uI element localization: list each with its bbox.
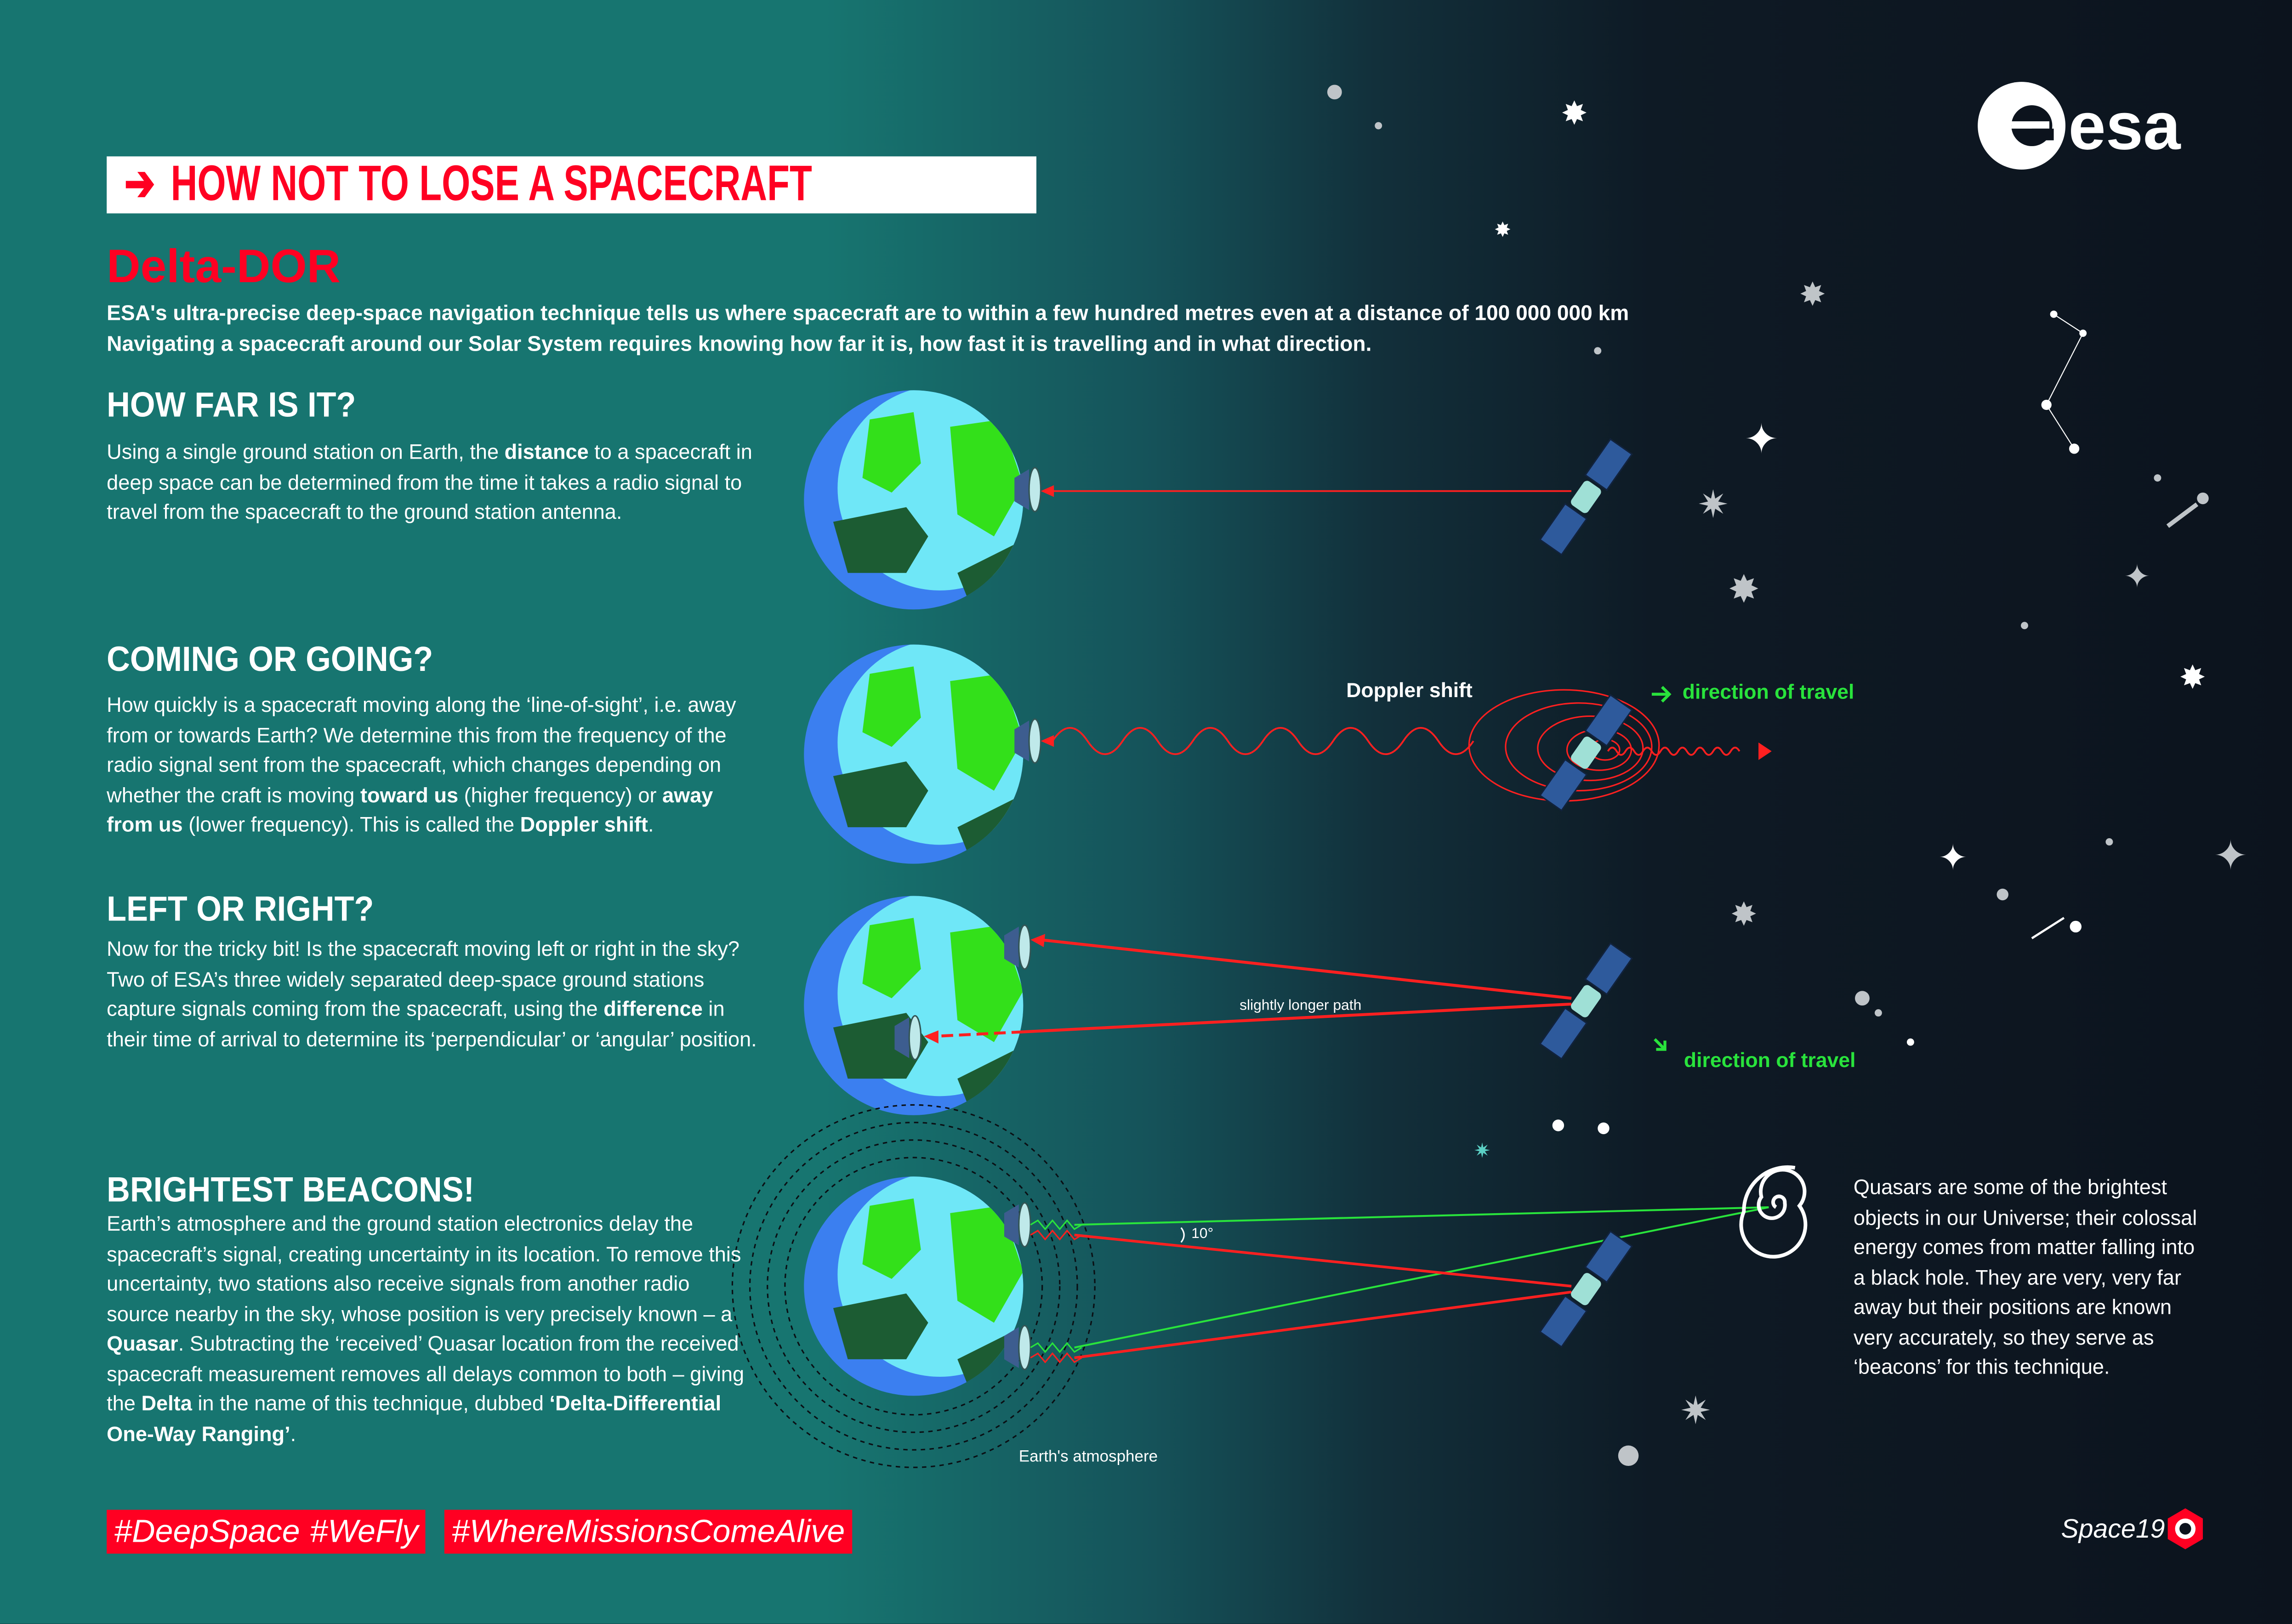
longer-path-label: slightly longer path (1240, 998, 1362, 1015)
hashtag[interactable]: #DeepSpace (107, 1510, 307, 1553)
section-heading: COMING OR GOING? (107, 640, 433, 680)
intro (107, 300, 1629, 361)
section-heading: LEFT OR RIGHT? (107, 890, 374, 930)
page-title: ➔ HOW NOT TO LOSE A SPACECRAFT (107, 156, 1036, 213)
emphasis: toward us (360, 784, 459, 808)
direction-label: direction of travel (1683, 1048, 1856, 1072)
section-body: Earth’s atmosphere and the ground station electronics delay the spacecraft’s signal, creating uncertainty in its location. To remove this uncertainty, two stations also receive signals from another radio source nearby in the sky, whose position is very precisely known – a Quasar. Subtracting the ‘received’ Quasar location from the received spacecraft measurement removes all delays common to both – giving the Delta in the name of this technique, dubbed ‘Delta-Differential One-Way Ranging’. (107, 1213, 745, 1447)
svg-text:✦: ✦ (1938, 838, 1968, 878)
emphasis: difference (603, 998, 703, 1022)
svg-text:esa: esa (2068, 89, 2181, 164)
emphasis: Doppler shift (520, 814, 648, 838)
section-body: Now for the tricky bit! Is the spacecraft moving left or right in the sky? Two of ESA’s three widely separated deep-space ground stations capture signals coming from the spacecraft, using the difference in their time of arrival to determine its ‘perpendicular’ or ‘angular’ position. (107, 938, 757, 1052)
arrow-right-icon: ➔ (124, 156, 155, 212)
svg-text:✸: ✸ (1730, 896, 1757, 932)
quasar-description: Quasars are some of the brightest objects in our Universe; their colossal energy comes from matter falling into a black hole. They are very, very far away but their positions are known very accurately, so they serve as ‘beacons’ for this technique. (1853, 1176, 2197, 1380)
brand-label: Space19 (2061, 1514, 2165, 1544)
angle-label: 10° (1191, 1226, 1214, 1243)
doppler-label: Doppler shift (1346, 678, 1473, 702)
emphasis: ‘Delta-Differential One-Way Ranging’ (107, 1393, 722, 1447)
section-body: How quickly is a spacecraft moving along the ‘line-of-sight’, i.e. away from or towards Earth? We determine this from the frequency of the radio signal sent from the spacecraft, which changes depending on whether the craft is moving toward us (higher frequency) or away from us (lower frequency). This is called the Doppler shift. (107, 694, 736, 838)
atmosphere-label: Earth's atmosphere (1018, 1448, 1158, 1466)
intro-line: ESA's ultra-precise deep-space navigation technique tells us where spacecraft are to within a few hundred metres even at a distance of 100 000 000 km (107, 302, 1629, 326)
svg-text:✦: ✦ (1744, 415, 1779, 462)
emphasis: away from us (107, 784, 713, 838)
emphasis: Quasar (107, 1333, 178, 1357)
hashtag[interactable]: #WhereMissionsComeAlive (444, 1510, 852, 1553)
section-heading: BRIGHTEST BEACONS! (107, 1170, 474, 1210)
section-body: Using a single ground station on Earth, the distance to a spacecraft in deep space can be determined from the time it takes a radio signal to travel from the spacecraft to the ground station antenna. (107, 441, 752, 525)
subtitle: Delta-DOR (107, 239, 341, 293)
svg-text:✸: ✸ (1561, 95, 1588, 131)
svg-text:✷: ✷ (1473, 1139, 1491, 1162)
svg-text:✷: ✷ (1697, 483, 1729, 526)
svg-text:✷: ✷ (1679, 1389, 1712, 1432)
quasar-icon (1741, 1167, 1805, 1257)
svg-text:✸: ✸ (1799, 276, 1826, 312)
hashtag[interactable]: #WeFly (302, 1510, 426, 1553)
emphasis: distance (504, 441, 589, 465)
svg-text:✸: ✸ (1728, 568, 1760, 611)
svg-text:✦: ✦ (2213, 832, 2248, 879)
direction-label: direction of travel (1682, 679, 1854, 703)
esa-logo (1978, 82, 2181, 170)
svg-text:✸: ✸ (1494, 219, 1512, 242)
svg-text:✸: ✸ (2179, 659, 2207, 696)
intro-line: Navigating a spacecraft around our Solar System requires knowing how far it is, how fast it is travelling and in what direction. (107, 333, 1372, 357)
section-heading: HOW FAR IS IT? (107, 386, 356, 426)
svg-text:✦: ✦ (2123, 558, 2151, 595)
space19-logo-icon (2168, 1508, 2203, 1549)
emphasis: Delta (141, 1393, 192, 1416)
